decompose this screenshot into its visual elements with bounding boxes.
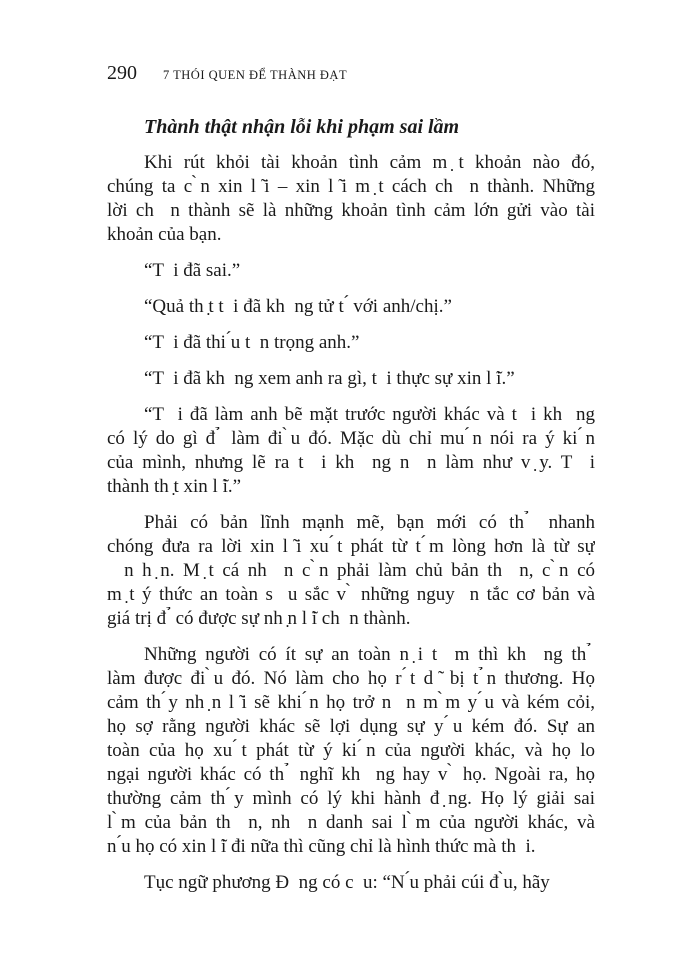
running-title: 7 THÓI QUEN ĐỂ THÀNH ĐẠT [163, 68, 348, 82]
text-line: “T i đã kh ng xem anh ra gì, t i thực sự xin l ̃i.” [144, 368, 515, 389]
text-line: giá trị đ ̉ có được sự nh ̣n l ̃i ch n thành. [107, 608, 411, 629]
text-line: chóng đưa ra lời xin l ̃i xu ́t phát từ t ́m lòng hơn là từ sự [107, 536, 595, 557]
paragraph [107, 151, 595, 247]
paragraph [107, 871, 595, 895]
text-line: cảm th ́y nh ̣n l ̃i sẽ khi ́n họ trở n n m ̀m y ́u và kém cỏi, [107, 692, 595, 713]
paragraph [107, 511, 595, 631]
text-line: Khi rút khỏi tài khoản tình cảm m ̣t khoản nào đó, [144, 152, 595, 173]
text-line: khoản của bạn. [107, 224, 222, 245]
paragraph [107, 643, 595, 859]
paragraph [107, 367, 595, 391]
section-title: Thành thật nhận lỗi khi phạm sai lầm [144, 116, 460, 138]
text-line: “T i đã làm anh bẽ mặt trước người khác và t i kh ng [144, 404, 595, 425]
paragraph [107, 295, 595, 319]
text-line: “Quả th ̣t t i đã kh ng tử t ́ với anh/chị.” [144, 296, 452, 317]
text-line: chúng ta c ̀n xin l ̃i – xin l ̃i m ̣t cách ch n thành. Những [107, 176, 595, 197]
text-line: của mình, nhưng lẽ ra t i kh ng n n làm như v ̣y. T i [107, 452, 595, 473]
text-line: “T i đã thi ́u t n trọng anh.” [144, 332, 360, 353]
text-line: thành th ̣t xin l ̃i.” [107, 476, 242, 497]
text-line: ngại người khác có th ̉ nghĩ kh ng hay v ̀ họ. Ngoài ra, họ [107, 764, 595, 785]
page-body [107, 115, 595, 895]
text-line: n ́u họ có xin l ̃i đi nữa thì cũng chỉ là hình thức mà th i. [107, 836, 536, 857]
text-line: làm được đi ̀u đó. Nó làm cho họ r ́t d ̃ bị t ̉n thương. Họ [107, 668, 595, 689]
paragraph [107, 403, 595, 499]
paragraph [107, 331, 595, 355]
text-line: m ̣t ý thức an toàn s u sắc v ̀ những nguy n tắc cơ bản và [107, 584, 595, 605]
paragraphs [107, 151, 595, 895]
page-number: 290 [107, 62, 137, 84]
text-line: thường cảm th ́y mình có lý khi hành đ ̣ng. Họ lý giải sai [107, 788, 595, 809]
text-line: có lý do gì đ ̉ làm đi ̀u đó. Mặc dù chỉ mu ́n nói ra ý ki ́n [107, 428, 595, 449]
text-line: toàn của họ xu ́t phát từ ý ki ́n của người khác, và họ lo [107, 740, 595, 761]
text-line: họ sợ rằng người khác sẽ lợi dụng sự y ́u kém đó. Sự an [107, 716, 595, 737]
running-header [107, 62, 347, 88]
paragraph [107, 259, 595, 283]
text-line: lời ch n thành sẽ là những khoản tình cảm lớn gửi vào tài [107, 200, 595, 221]
text-line: “T i đã sai.” [144, 260, 241, 281]
text-line: n h ̣n. M ̣t cá nh n c ̀n phải làm chủ bản th n, c ̀n có [107, 560, 595, 581]
text-line: l ̀m của bản th n, nh n danh sai l ̀m của người khác, và [107, 812, 595, 833]
text-line: Tục ngữ phương Đ ng có c u: “N ́u phải cúi đ ̀u, hãy [144, 872, 550, 893]
text-line: Phải có bản lĩnh mạnh mẽ, bạn mới có th ̉ nhanh [144, 512, 595, 533]
text-line: Những người có ít sự an toàn n ̣i t m thì kh ng th ̉ [144, 644, 595, 665]
